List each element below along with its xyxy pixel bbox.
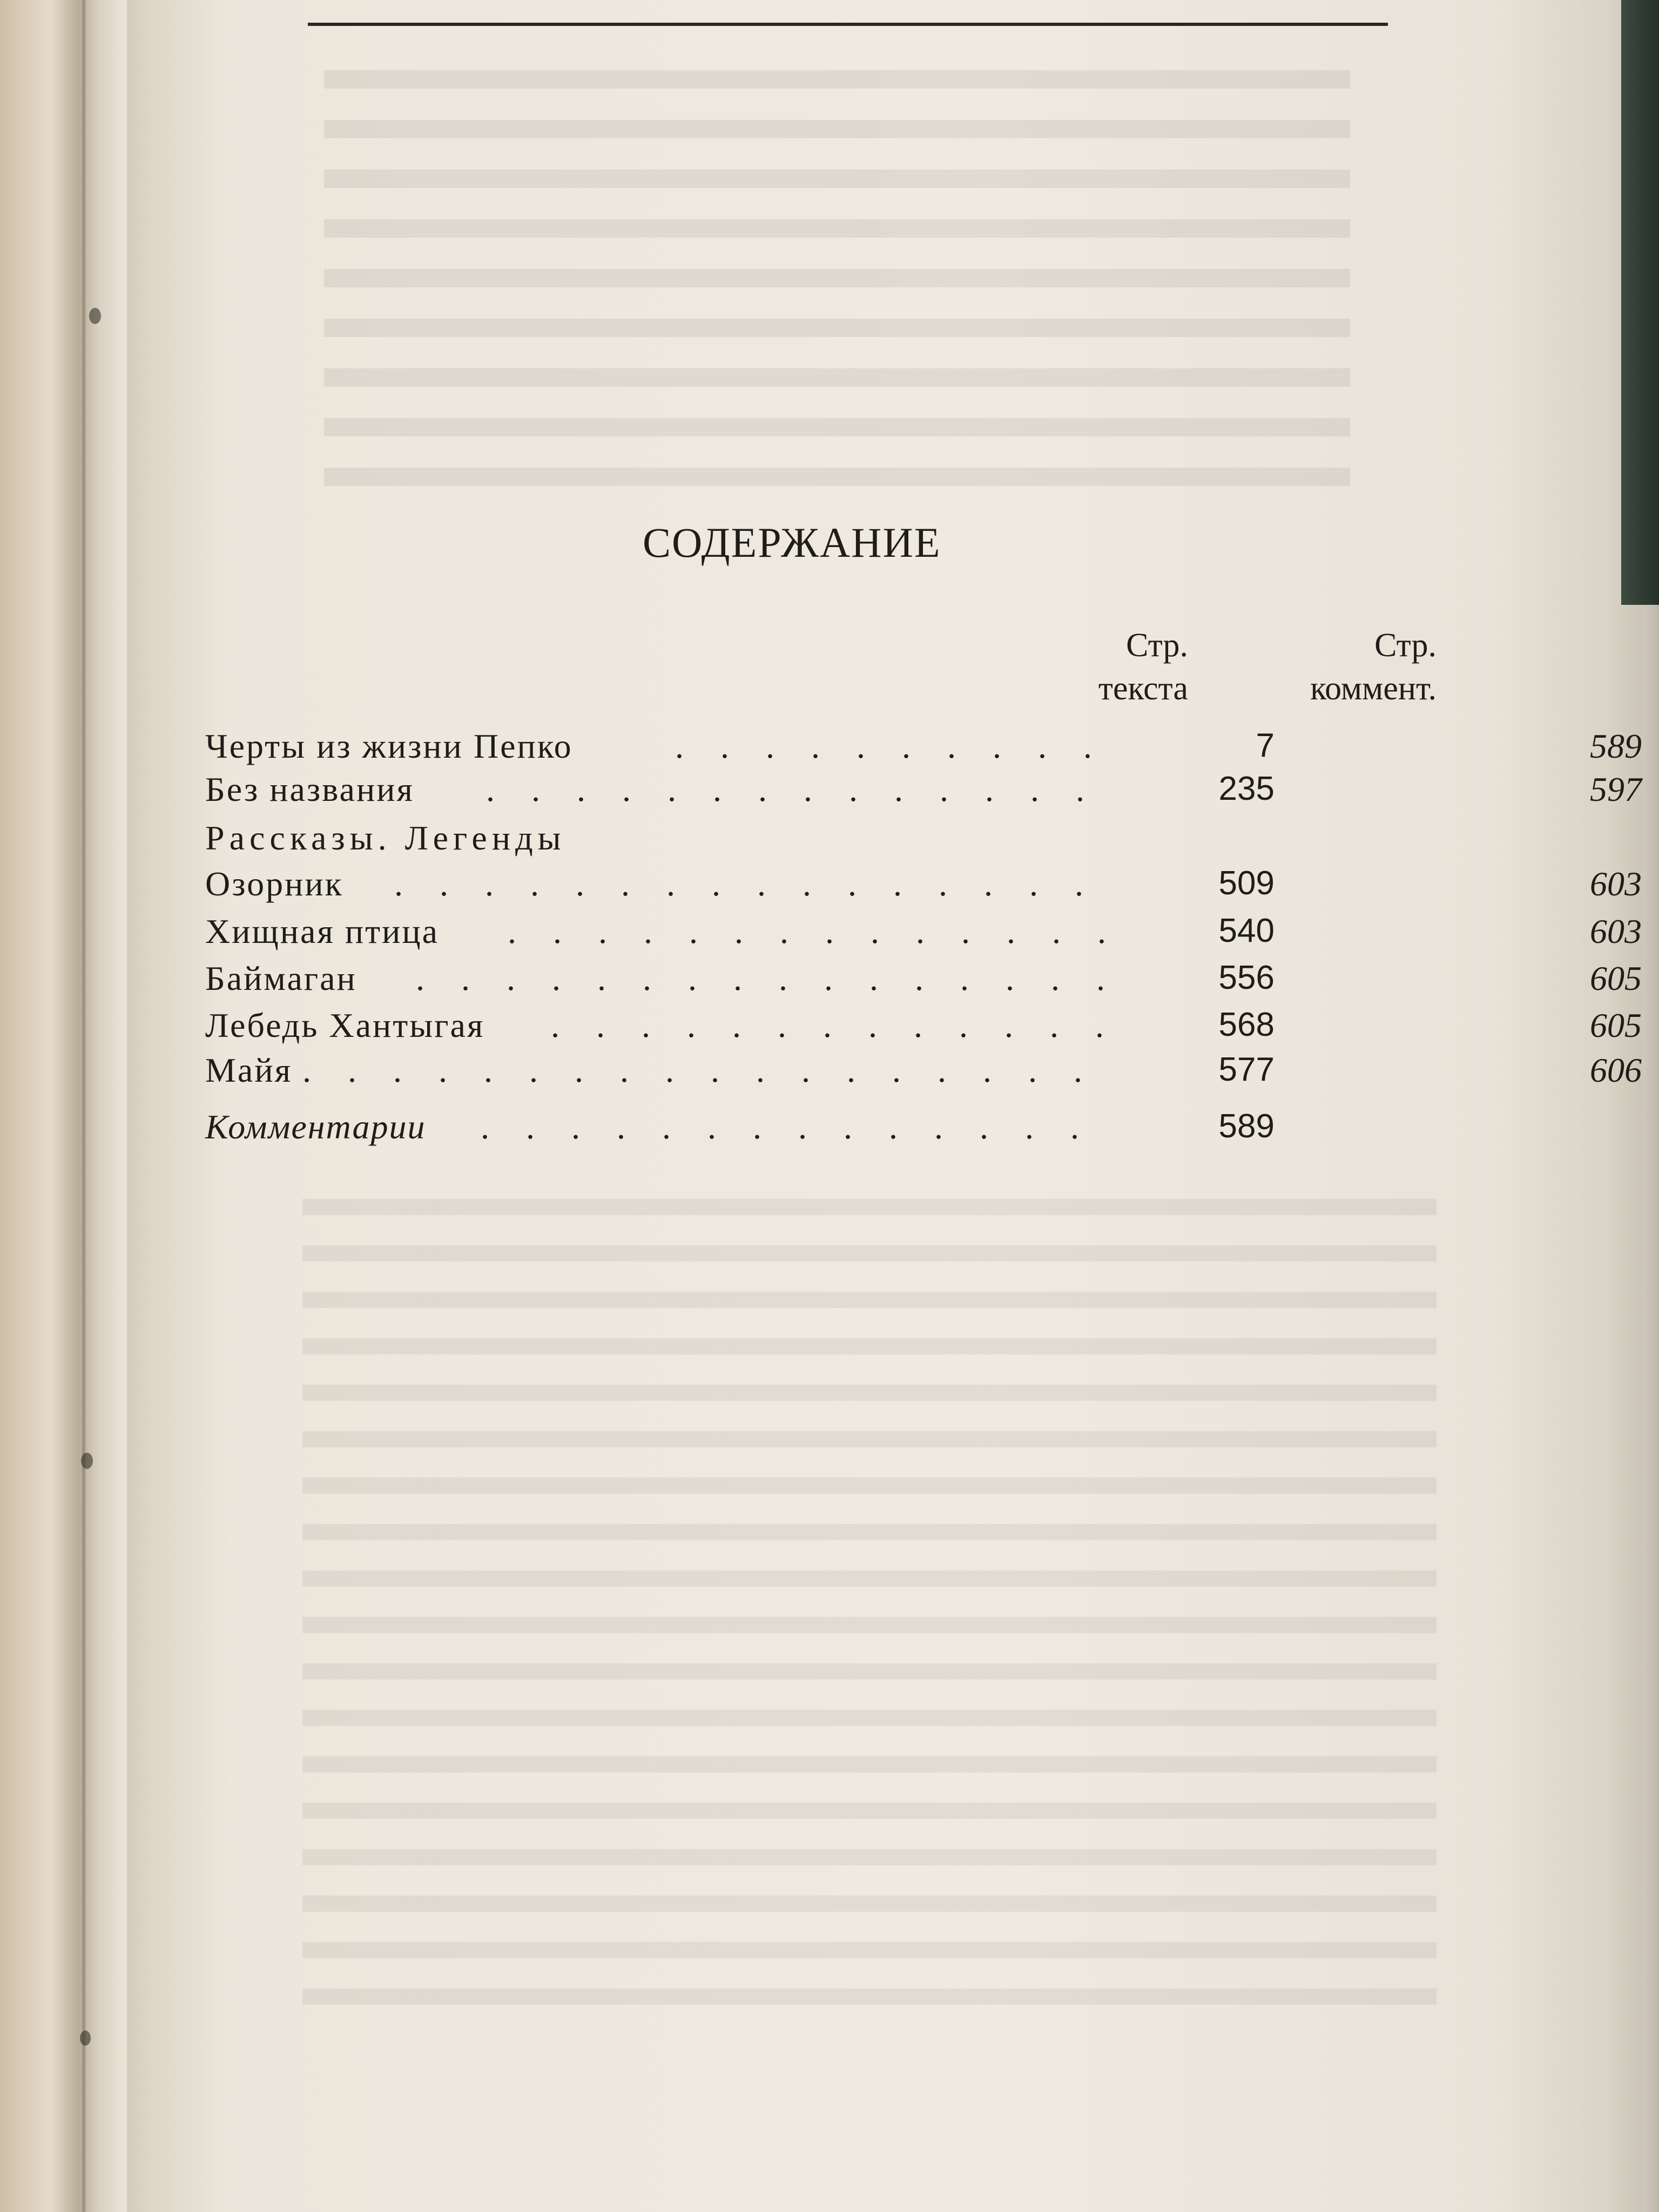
toc-entry-comment-page: 597: [1590, 770, 1642, 808]
binding-mark: [89, 308, 101, 324]
toc-entry-comment-page: 603: [1590, 865, 1642, 903]
column-header-comment-line1: Стр.: [1374, 627, 1437, 664]
toc-entry-title: Комментарии: [205, 1108, 426, 1146]
leader-dots: . . . . . . . . . . . . . .: [508, 912, 1120, 950]
toc-entry-title: Лебедь Хантыгая: [205, 1006, 485, 1044]
leader-dots: . . . . . . . . . . . . . .: [481, 1108, 1093, 1146]
column-header-text-page: [1015, 624, 1188, 710]
toc-entry: [205, 1107, 1447, 1156]
toc-entry-text-page: 568: [1218, 1006, 1274, 1043]
toc-entry-title: Черты из жизни Пепко: [205, 727, 573, 765]
leader-dots: . . . . . . . . . . . . . .: [486, 770, 1098, 808]
toc-entry: [205, 912, 1642, 960]
toc-entry-text-page: 509: [1218, 865, 1274, 902]
toc-entry: [205, 1006, 1642, 1054]
toc-entry: [205, 864, 1642, 913]
toc-entry-comment-page: 603: [1590, 912, 1642, 950]
toc-entry-comment-page: 605: [1590, 959, 1642, 997]
toc-entry-text-page: 556: [1218, 959, 1274, 996]
binding-mark: [81, 1453, 93, 1469]
binding-mark: [80, 2031, 91, 2046]
toc-entry-text-page: 540: [1218, 912, 1274, 949]
page-title: СОДЕРЖАНИЕ: [643, 519, 941, 566]
toc-entry-text-page: 589: [1218, 1108, 1274, 1145]
leader-dots: . . . . . . . . . . . . . . . .: [394, 865, 1097, 903]
toc-entry: [205, 770, 1642, 818]
toc-entry-title: Хищная птица: [205, 912, 439, 950]
toc-entry-title: Баймаган: [205, 959, 357, 997]
leader-dots: . . . . . . . . . .: [675, 727, 1106, 765]
leader-dots: . . . . . . . . . . . . . . . .: [416, 959, 1119, 997]
toc-section-title: Рассказы. Легенды: [205, 819, 566, 857]
toc-entry-title: Без названия: [205, 770, 414, 808]
toc-entry-text-page: 577: [1218, 1051, 1274, 1088]
column-header-comment-line2: коммент.: [1310, 670, 1437, 707]
toc-entry: [205, 1050, 1642, 1099]
column-header-text-line2: текста: [1098, 670, 1188, 707]
toc-entry-comment-page: 605: [1590, 1006, 1642, 1044]
toc-entry-text-page: 235: [1218, 770, 1274, 807]
toc-entry-title: Майя: [205, 1051, 292, 1089]
toc-entry-title: Озорник: [205, 865, 343, 903]
leader-dots: . . . . . . . . . . . . . . . . . .: [302, 1051, 1096, 1089]
toc-entry: [205, 726, 1642, 775]
toc-section-heading: [205, 818, 1447, 867]
toc-entry-text-page: 7: [1256, 727, 1274, 764]
toc-entry: [205, 959, 1642, 1007]
leader-dots: . . . . . . . . . . . . .: [551, 1006, 1118, 1044]
column-header-text-line1: Стр.: [1126, 627, 1188, 664]
toc-entry-comment-page: 589: [1590, 727, 1642, 765]
column-header-comment-page: [1242, 624, 1437, 710]
toc-entry-comment-page: 606: [1590, 1051, 1642, 1089]
